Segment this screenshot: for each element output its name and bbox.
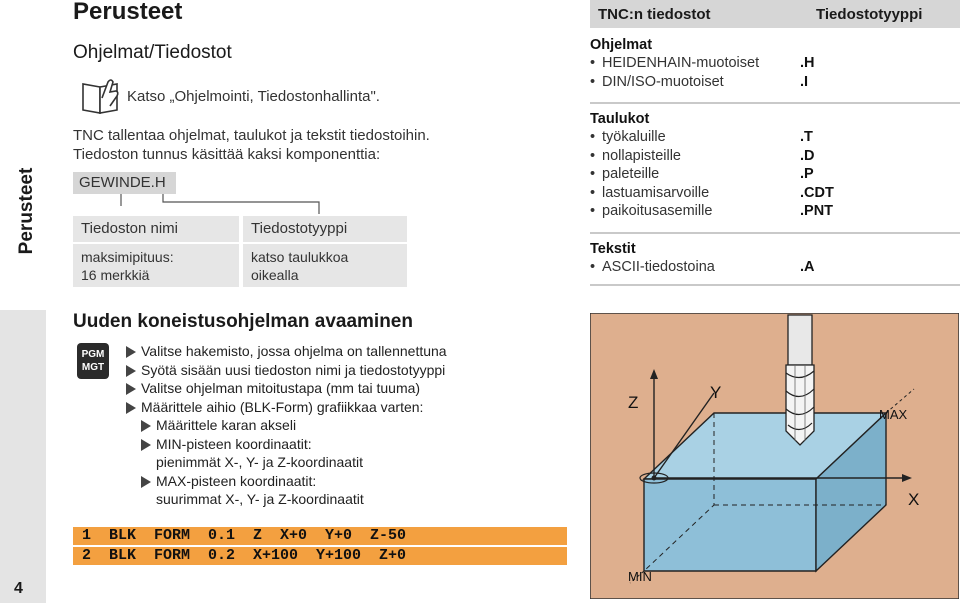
table-row: • lastuamisarvoille .CDT — [590, 184, 890, 203]
table-row: • ASCII-tiedostoina .A — [590, 258, 890, 277]
code-line-1: 1 BLK FORM 0.1 Z X+0 Y+0 Z-50 — [73, 527, 567, 545]
blank-form-figure — [590, 313, 959, 599]
list-item: Syötä sisään uusi tiedoston nimi ja tiedostotyyppi — [126, 361, 447, 380]
side-tab: Perusteet 4 — [0, 0, 46, 603]
arrow-right-icon — [126, 383, 136, 395]
intro-text: TNC tallentaa ohjelmat, taulukot ja tekstit tiedostoihin. Tiedoston tunnus käsittää kaksi komponenttia: — [73, 127, 430, 163]
table-row: • työkaluille .T — [590, 128, 890, 147]
step-list — [126, 342, 447, 509]
list-item: MIN-pisteen koordinaatit: pienimmät X-, Y- ja Z-koordinaatit — [141, 435, 447, 472]
divider — [590, 232, 960, 234]
table-row: • HEIDENHAIN-muotoiset .H — [590, 54, 890, 73]
divider — [590, 284, 960, 286]
table-row: • nollapisteille .D — [590, 147, 890, 166]
code-line-2: 2 BLK FORM 0.2 X+100 Y+100 Z+0 — [73, 547, 567, 565]
min-label: MIN — [628, 569, 652, 584]
table-row: • paikoitusasemille .PNT — [590, 202, 890, 221]
component-name: Tiedoston nimi maksimipituus: 16 merkkiä — [73, 216, 239, 287]
list-item: Määrittele karan akseli — [141, 416, 447, 435]
arrow-right-icon — [141, 439, 151, 451]
list-item: MAX-pisteen koordinaatit: suurimmat X-, Y- ja Z-koordinaatit — [141, 472, 447, 509]
group-tables: Taulukot • työkaluille .T • nollapisteille .D • paleteille .P • lastuamisarvoille .CDT • paikoitusasemille .PNT — [590, 110, 890, 221]
z-axis-label: Z — [628, 393, 639, 412]
component-brackets — [73, 192, 373, 216]
max-label: MAX — [879, 407, 908, 422]
y-axis-label: Y — [710, 383, 722, 402]
page-title: Perusteet — [73, 0, 183, 25]
pgm-mgt-key: PGM MGT — [77, 343, 109, 379]
table-row: • paleteille .P — [590, 165, 890, 184]
group-texts: Tekstit • ASCII-tiedostoina .A — [590, 240, 890, 277]
table-row: • DIN/ISO-muotoiset .I — [590, 73, 890, 92]
blank-front — [644, 479, 816, 571]
list-item: Määrittele aihio (BLK-Form) grafiikkaa varten: — [126, 398, 447, 417]
end-mill-icon — [786, 315, 814, 445]
arrow-right-icon — [141, 420, 151, 432]
list-item: Valitse ohjelman mitoitustapa (mm tai tuuma) — [126, 379, 447, 398]
table-header: TNC:n tiedostot Tiedostotyyppi — [590, 0, 960, 28]
side-tab-lower — [0, 310, 46, 603]
page-number: 4 — [14, 580, 23, 597]
section-title: Uuden koneistusohjelman avaaminen — [73, 311, 413, 332]
divider — [590, 102, 960, 104]
component-type: Tiedostotyyppi katso taulukkoa oikealla — [243, 216, 407, 287]
group-programs: Ohjelmat • HEIDENHAIN-muotoiset .H • DIN/ISO-muotoiset .I — [590, 36, 890, 91]
example-filename: GEWINDE.H — [73, 172, 176, 194]
filename-components — [73, 216, 407, 287]
book-hand-icon — [80, 76, 120, 114]
arrow-right-icon — [141, 476, 151, 488]
arrow-right-icon — [126, 346, 136, 358]
arrow-right-icon — [126, 402, 136, 414]
list-item: Valitse hakemisto, jossa ohjelma on tallennettuna — [126, 342, 447, 361]
reference-text: Katso „Ohjelmointi, Tiedostonhallinta". — [127, 88, 380, 105]
x-axis-label: X — [908, 490, 920, 509]
arrow-right-icon — [126, 365, 136, 377]
subtitle: Ohjelmat/Tiedostot — [73, 42, 232, 63]
